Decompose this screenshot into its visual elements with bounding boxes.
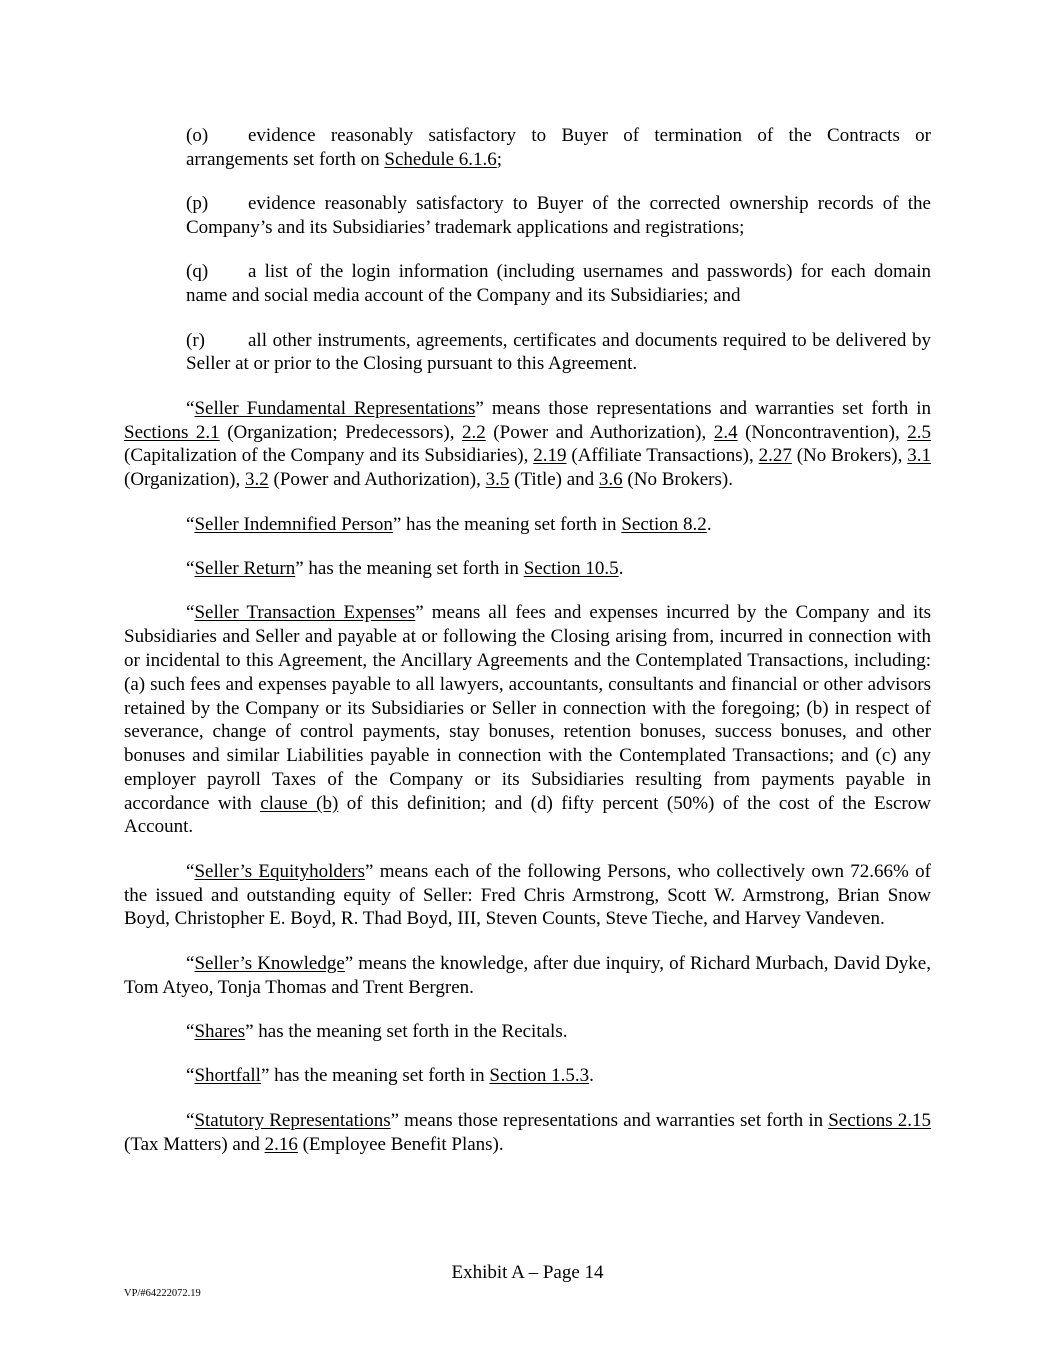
- list-item-p: (p) evidence reasonably satisfactory to Buyer of the corrected ownership records of the Company’s and its Subsidiaries’ trademark applications and registrations;: [186, 193, 931, 238]
- reference-link[interactable]: Sections 2.15: [828, 1109, 931, 1131]
- reference-link[interactable]: 3.5: [485, 469, 510, 491]
- reference-link[interactable]: 2.4: [713, 421, 738, 443]
- page-footer: Exhibit A – Page 14: [451, 1262, 604, 1283]
- reference-link[interactable]: 2.27: [758, 445, 792, 467]
- definition-sellers-equityholders: “Seller’s Equityholders” means each of the following Persons, who collectively own 72.66% of the issued and outstanding equity of Seller: Fred Chris Armstrong, Scott W. Armstrong, Brian Snow Boyd, Christopher E. Boyd, R. Thad Boyd, III, Steven Counts, Steve Tieche, and Harvey Vandeven.: [124, 860, 931, 930]
- reference-link[interactable]: Section 1.5.3: [489, 1065, 590, 1087]
- reference-link[interactable]: 2.16: [264, 1133, 298, 1155]
- reference-link[interactable]: 3.2: [245, 469, 269, 491]
- reference-link[interactable]: 3.6: [598, 469, 623, 491]
- definition-shares: “Shares” has the meaning set forth in the Recitals.: [186, 1021, 568, 1043]
- reference-link[interactable]: Sections 2.1: [124, 421, 220, 443]
- defined-term: Shares: [194, 1021, 246, 1043]
- definition-sellers-knowledge: “Seller’s Knowledge” means the knowledge, after due inquiry, of Richard Murbach, David Dyke, Tom Atyeo, Tonja Thomas and Trent Bergren.: [124, 952, 931, 998]
- defined-term: Seller’s Equityholders: [194, 860, 365, 882]
- document-body: [124, 124, 931, 1177]
- definition-statutory-representations: “Statutory Representations” means those representations and warranties set forth in Sections 2.15 (Tax Matters) and 2.16 (Employee Benefit Plans).: [124, 1109, 931, 1155]
- defined-term: Seller Indemnified Person: [194, 513, 393, 535]
- defined-term: Shortfall: [194, 1065, 261, 1087]
- reference-link[interactable]: Schedule 6.1.6: [384, 148, 497, 170]
- definition-seller-transaction-expenses: “Seller Transaction Expenses” means all fees and expenses incurred by the Company and its Subsidiaries and Seller and payable at or following the Closing arising from, incurred in connection with or incidental to this Agreement, the Ancillary Agreements and the Contemplated Transactions, including: (a) such fees and expenses payable to all lawyers, accountants, consultants and financial or other advisors retained by the Company or its Subsidiaries or Seller in connection with the foregoing; (b) in respect of severance, change of control payments, stay bonuses, retention bonuses, success bonuses, and other bonuses and similar Liabilities payable in connection with the Contemplated Transactions; and (c) any employer payroll Taxes of the Company or its Subsidiaries resulting from payments payable in accordance with clause (b) of this definition; and (d) fifty percent (50%) of the cost of the Escrow Account.: [124, 602, 931, 838]
- defined-term: Seller’s Knowledge: [194, 952, 345, 974]
- definition-seller-return: “Seller Return” has the meaning set forth in Section 10.5.: [186, 557, 624, 579]
- definition-shortfall: “Shortfall” has the meaning set forth in Section 1.5.3.: [186, 1065, 594, 1087]
- document-id: VP/#64222072.19: [124, 1288, 201, 1299]
- reference-link[interactable]: 2.19: [533, 445, 567, 467]
- reference-link[interactable]: clause (b): [260, 792, 339, 814]
- defined-term: Seller Return: [194, 557, 296, 579]
- list-item-r: (r) all other instruments, agreements, certificates and documents required to be delivered by Seller at or prior to the Closing pursuant to this Agreement.: [186, 329, 931, 375]
- reference-link[interactable]: 3.1: [907, 445, 931, 467]
- list-item-o: (o) evidence reasonably satisfactory to Buyer of termination of the Contracts or arrangements set forth on Schedule 6.1.6;: [186, 125, 931, 170]
- defined-term: Seller Transaction Expenses: [194, 602, 416, 624]
- defined-term: Statutory Representations: [194, 1109, 391, 1131]
- reference-link[interactable]: Section 8.2: [621, 513, 707, 535]
- definition-seller-indemnified-person: “Seller Indemnified Person” has the meaning set forth in Section 8.2.: [186, 513, 712, 535]
- defined-term: Seller Fundamental Representations: [194, 397, 476, 419]
- reference-link[interactable]: Section 10.5: [523, 557, 619, 579]
- definition-seller-fundamental-representations: “Seller Fundamental Representations” means those representations and warranties set forth in Sections 2.1 (Organization; Predecessors), 2.2 (Power and Authorization), 2.4 (Noncontravention), 2.5 (Capitalization of the Company and its Subsidiaries), 2.19 (Affiliate Transactions), 2.27 (No Brokers), 3.1 (Organization), 3.2 (Power and Authorization), 3.5 (Title) and 3.6 (No Brokers).: [124, 397, 931, 491]
- reference-link[interactable]: 2.2: [462, 421, 486, 443]
- reference-link[interactable]: 2.5: [907, 421, 931, 443]
- list-item-q: (q) a list of the login information (including usernames and passwords) for each domain name and social media account of the Company and its Subsidiaries; and: [186, 261, 931, 307]
